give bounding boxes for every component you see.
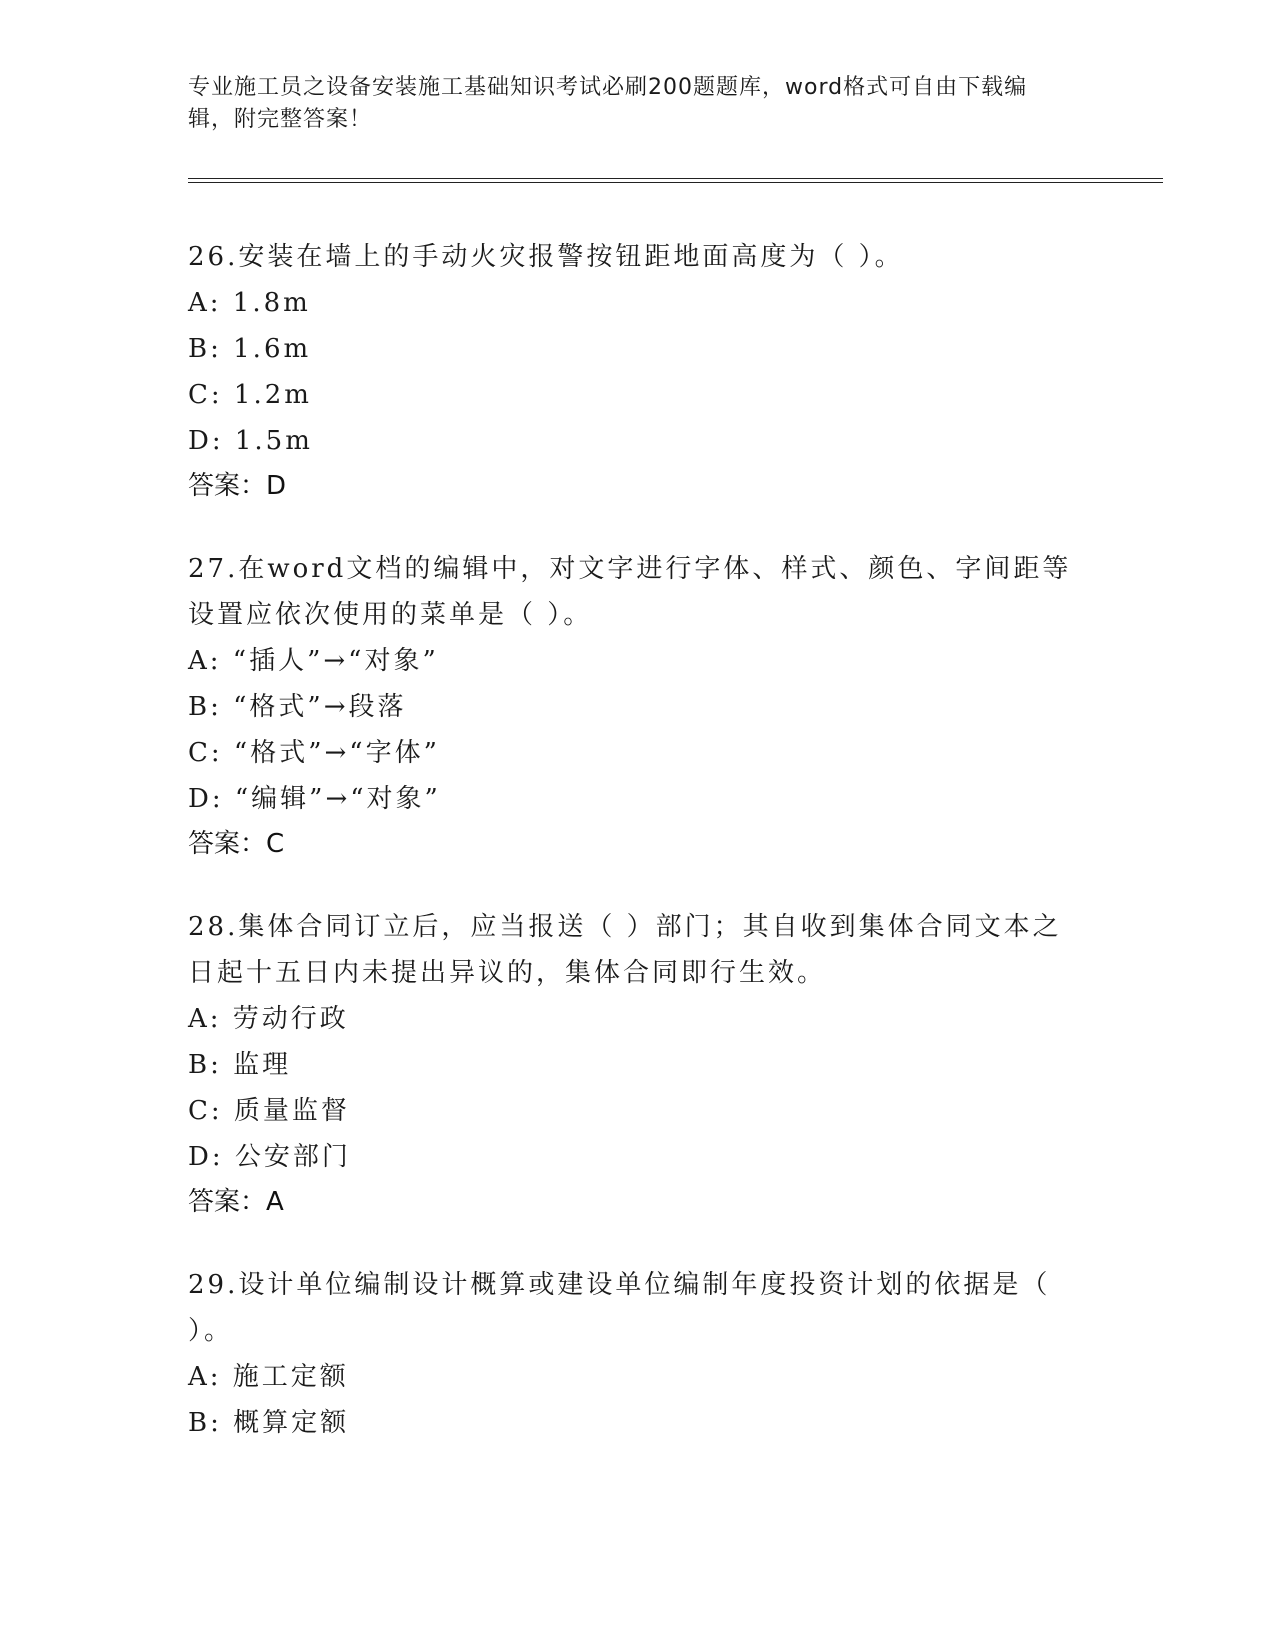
- option-b: B: 监理: [188, 1050, 292, 1080]
- question-stem: 29.设计单位编制设计概算或建设单位编制年度投资计划的依据是（ ）。: [188, 1270, 1051, 1346]
- option-d: D: 1.5m: [188, 426, 313, 456]
- option-b: B: “格式”→段落: [188, 692, 407, 722]
- document-header: 专业施工员之设备安装施工基础知识考试必刷200题题库，word格式可自由下载编辑，附完整答案！: [188, 75, 1028, 132]
- header-divider: [188, 178, 1163, 183]
- option-d: D: 公安部门: [188, 1142, 351, 1172]
- option-d: D: “编辑”→“对象”: [188, 784, 441, 814]
- option-b: B: 概算定额: [188, 1408, 350, 1438]
- option-a: A: 劳动行政: [188, 1004, 349, 1034]
- answer: 答案：D: [188, 471, 287, 501]
- option-b: B: 1.6m: [188, 334, 312, 364]
- option-c: C: 质量监督: [188, 1096, 350, 1126]
- answer: 答案：C: [188, 829, 285, 859]
- question-stem: 28.集体合同订立后，应当报送（ ）部门；其自收到集体合同文本之日起十五日内未提出异议的，集体合同即行生效。: [188, 912, 1062, 988]
- question-29: [188, 1262, 1088, 1446]
- answer: 答案：A: [188, 1187, 284, 1217]
- question-stem: 26.安装在墙上的手动火灾报警按钮距地面高度为（ ）。: [188, 242, 904, 272]
- question-26: [188, 234, 1088, 508]
- option-a: A: 1.8m: [188, 288, 311, 318]
- option-c: C: “格式”→“字体”: [188, 738, 440, 768]
- option-a: A: 施工定额: [188, 1362, 349, 1392]
- question-27: [188, 546, 1088, 866]
- option-c: C: 1.2m: [188, 380, 312, 410]
- question-28: [188, 904, 1088, 1224]
- option-a: A: “插人”→“对象”: [188, 646, 439, 676]
- question-stem: 27.在word文档的编辑中，对文字进行字体、样式、颜色、字间距等设置应依次使用的菜单是（ ）。: [188, 554, 1072, 630]
- question-list: [188, 234, 1088, 1484]
